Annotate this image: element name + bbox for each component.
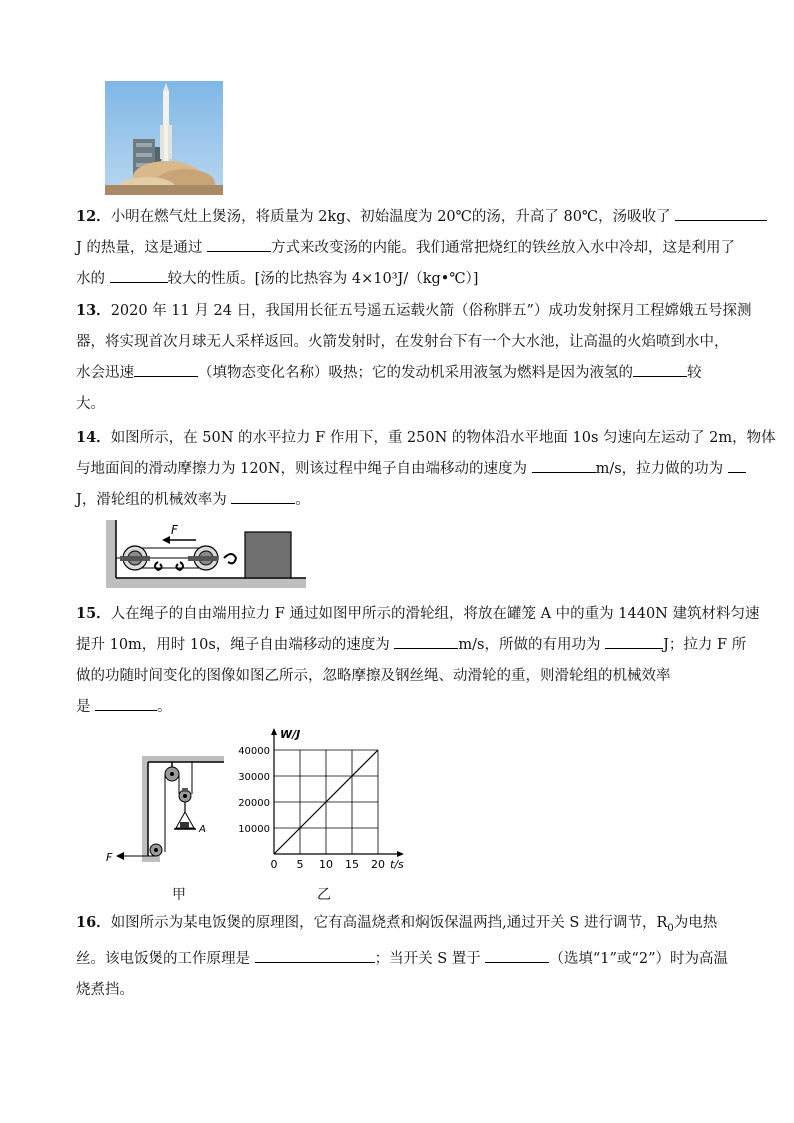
question-text: 与地面间的滑动摩擦力为 120N，则该过程中绳子自由端移动的速度为	[76, 461, 527, 477]
answer-blank[interactable]	[605, 634, 663, 649]
question-text: 方式来改变汤的内能。我们通常把烧红的铁丝放入水中冷却，这是利用了	[271, 240, 736, 256]
force-label: F	[171, 523, 178, 537]
question-text: 人在绳子的自由端用拉力 F 通过如图甲所示的滑轮组，将放在罐笼 A 中的重为 1440N 建筑材料匀速	[110, 606, 760, 622]
question-text: 水的	[76, 271, 105, 287]
question-text: m/s，所做的有用功为	[458, 637, 601, 653]
y-tick-label: 20000	[238, 798, 270, 809]
y-tick-label: 10000	[238, 824, 270, 835]
question-text: 烧煮挡。	[76, 981, 134, 998]
question-text: J；拉力 F 所	[663, 637, 747, 653]
question-text: J 的热量，这是通过	[76, 240, 203, 256]
pulley-block-figure	[104, 754, 224, 874]
answer-blank[interactable]	[207, 237, 271, 252]
y-tick-label: 40000	[238, 746, 270, 757]
question-text: 为电热	[673, 915, 718, 931]
question-text: （选填“1”或“2”）时为高温	[549, 950, 728, 967]
question-13	[76, 295, 752, 420]
rocket-launch-photo	[105, 81, 223, 195]
answer-blank[interactable]	[532, 458, 596, 473]
question-number: 15．	[76, 605, 111, 622]
question-text: 水会迅速	[76, 365, 134, 381]
answer-blank[interactable]	[633, 362, 687, 377]
answer-blank[interactable]	[95, 696, 157, 711]
question-15	[76, 598, 760, 723]
question-text: 。	[295, 492, 310, 508]
question-text: 丝。该电饭煲的工作原理是	[76, 950, 250, 967]
question-text: （填物态变化名称）吸热；它的发动机采用液氢为燃料是因为液氢的	[198, 365, 633, 381]
question-text: 较大的性质。[汤的比热容为 4×10³J/（kg•℃）]	[167, 271, 479, 287]
answer-blank[interactable]	[231, 489, 295, 504]
question-text: ；当开关 S 置于	[374, 950, 481, 967]
question-text: 2020 年 11 月 24 日，我国用长征五号遥五运载火箭（俗称胖五”）成功发射探月工程嫦娥五号探测	[110, 303, 752, 319]
question-text: 提升 10m，用时 10s，绳子自由端移动的速度为	[76, 637, 390, 653]
answer-blank[interactable]	[485, 948, 549, 963]
answer-blank[interactable]	[134, 362, 198, 377]
work-time-chart	[232, 726, 412, 874]
subscript: 0	[667, 922, 674, 934]
answer-blank[interactable]	[394, 634, 458, 649]
force-label: F	[106, 851, 113, 864]
question-16	[76, 907, 752, 1006]
x-tick-label: 20	[371, 858, 385, 871]
answer-blank[interactable]	[110, 268, 168, 283]
answer-blank[interactable]	[675, 206, 767, 221]
x-axis-label: t/s	[390, 858, 404, 871]
question-12	[76, 201, 752, 295]
answer-blank[interactable]	[255, 948, 375, 963]
question-text: 。	[157, 699, 172, 715]
answer-blank[interactable]	[728, 458, 746, 473]
x-axis-arrow	[397, 851, 404, 857]
question-text: 如图所示为某电饭煲的原理图，它有高温烧煮和焖饭保温两挡,通过开关 S 进行调节，R	[110, 915, 668, 931]
y-tick-label: 30000	[238, 772, 270, 783]
question-number: 16．	[76, 914, 111, 931]
question-number: 13．	[76, 302, 111, 319]
pulley-ground-figure	[100, 518, 310, 590]
question-text: 大。	[76, 396, 105, 412]
cage-label: A	[199, 824, 206, 835]
figure-caption-jia: 甲	[172, 887, 186, 903]
question-text: 做的功随时间变化的图像如图乙所示，忽略摩擦及钢丝绳、动滑轮的重，则滑轮组的机械效率	[76, 668, 671, 684]
question-text: J，滑轮组的机械效率为	[76, 492, 227, 508]
y-axis-arrow	[271, 728, 277, 735]
question-text: 器，将实现首次月球无人采样返回。火箭发射时，在发射台下有一个大水池，让高温的火焰喷到水中，	[76, 334, 729, 350]
question-text: 小明在燃气灶上煲汤，将质量为 2kg、初始温度为 20℃的汤，升高了 80℃，汤吸收了	[110, 209, 671, 225]
x-tick-label: 15	[345, 858, 359, 871]
question-number: 14．	[76, 429, 111, 446]
x-tick-label: 0	[270, 858, 278, 871]
question-14	[76, 422, 776, 516]
question-text: m/s，拉力做的功为	[595, 461, 724, 477]
question-text: 较	[687, 365, 702, 381]
x-tick-label: 10	[319, 858, 333, 871]
x-tick-label: 5	[296, 858, 304, 871]
question-text: 如图所示，在 50N 的水平拉力 F 作用下，重 250N 的物体沿水平地面 10s 匀速向左运动了 2m，物体	[110, 430, 776, 446]
figure-caption-yi: 乙	[317, 887, 331, 903]
question-text: 是	[76, 699, 91, 715]
y-axis-label: W/J	[280, 728, 301, 741]
question-number: 12．	[76, 208, 111, 225]
